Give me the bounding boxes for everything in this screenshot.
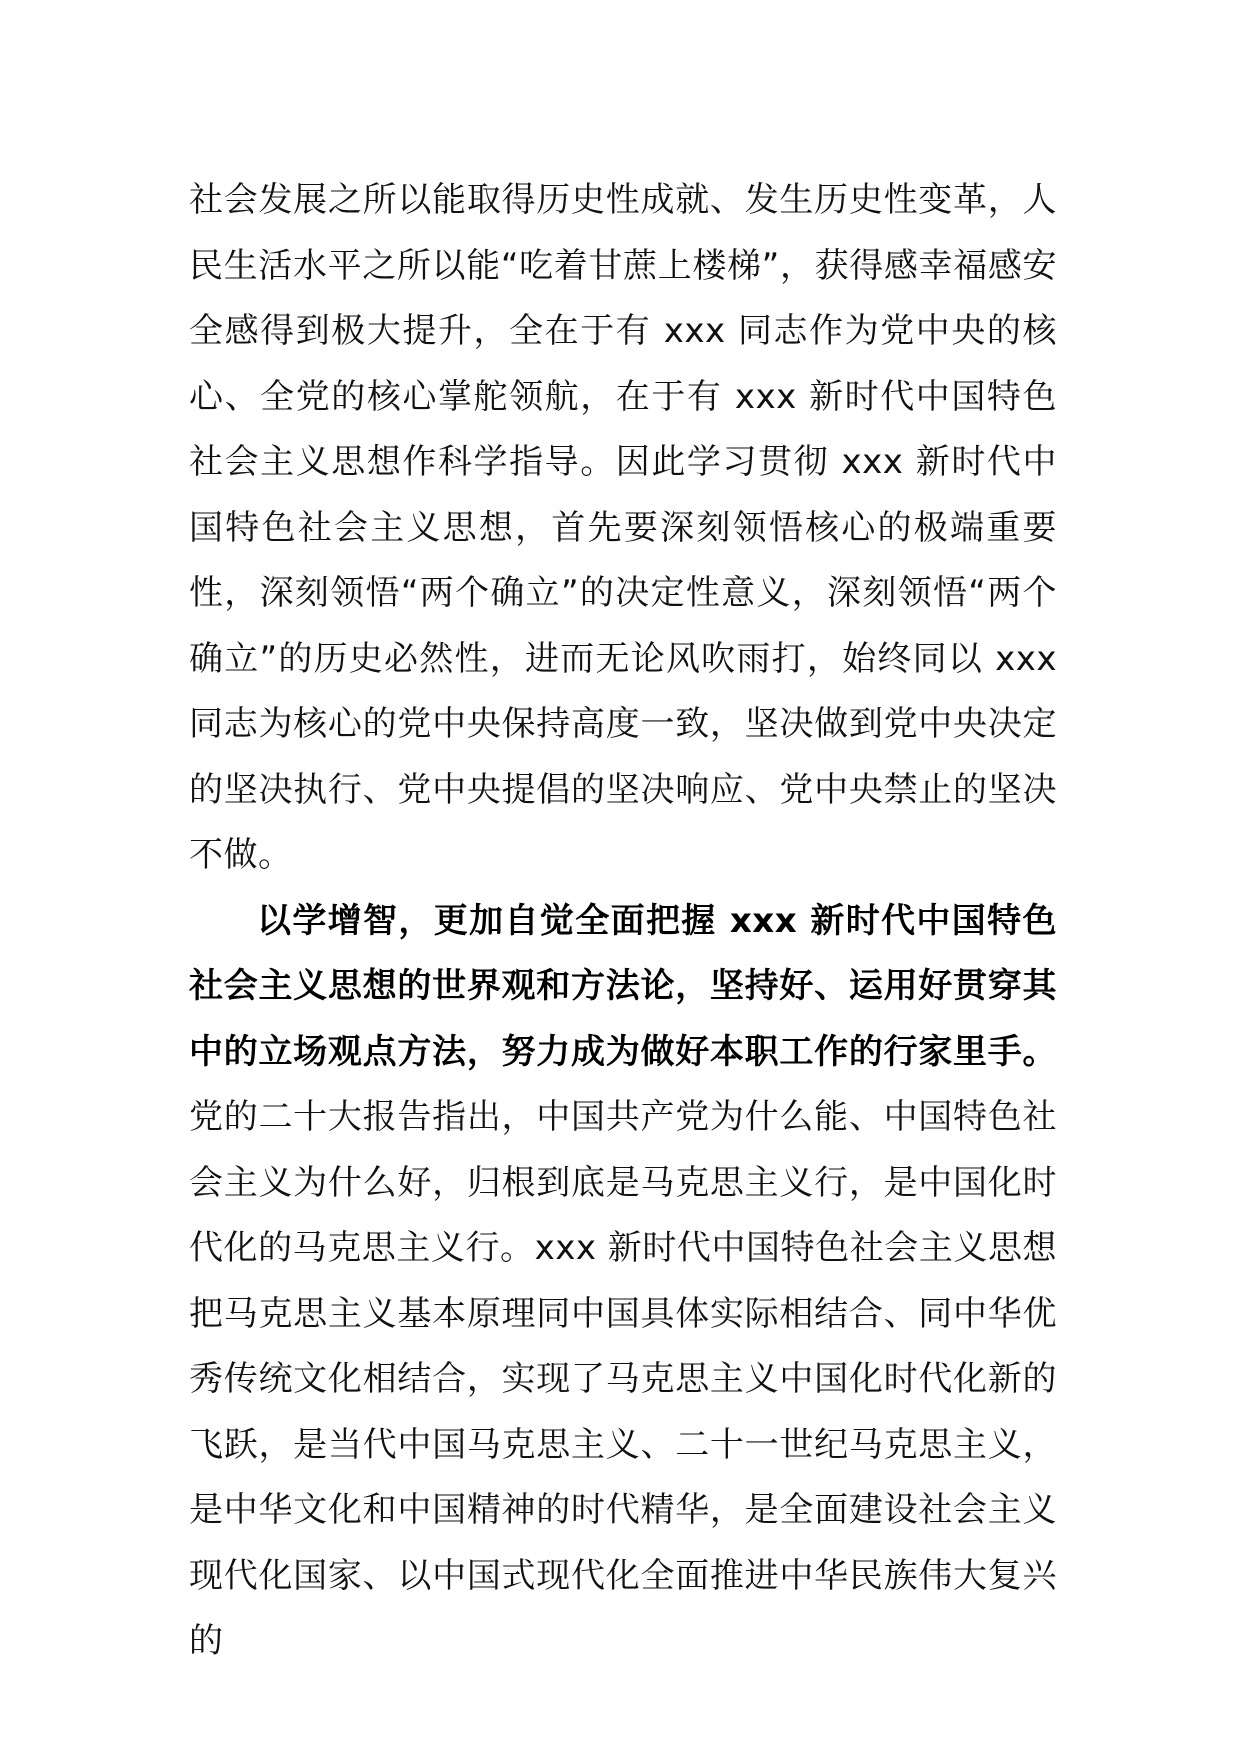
paragraph-continuation (189, 168, 1057, 889)
paragraph-text: 党的二十大报告指出，中国共产党为什么能、中国特色社会主义为什么好，归根到底是马克思主义行，是中国化时代化的马克思主义行。xxx 新时代中国特色社会主义思想把马克思主义基本原理同中国具体实际相结合、同中华优秀传统文化相结合，实现了马克思主义中国化时代化新的飞跃，是当代中国马克思主义、二十一世纪马克思主义，是中华文化和中国精神的时代精华，是全面建设社会主义现代化国家、以中国式现代化全面推进中华民族伟大复兴的 (189, 1097, 1057, 1661)
paragraph-study-wisdom (189, 889, 1057, 1675)
paragraph-bold-lead: 以学增智，更加自觉全面把握 xxx 新时代中国特色社会主义思想的世界观和方法论，坚持好、运用好贯穿其中的立场观点方法，努力成为做好本职工作的行家里手。 (189, 900, 1057, 1072)
body-text (189, 168, 1057, 1675)
paragraph-text: 社会发展之所以能取得历史性成就、发生历史性变革，人民生活水平之所以能“吃着甘蔗上楼梯”，获得感幸福感安全感得到极大提升，全在于有 xxx 同志作为党中央的核心、全党的核心掌舵领航，在于有 xxx 新时代中国特色社会主义思想作科学指导。因此学习贯彻 xxx 新时代中国特色社会主义思想，首先要深刻领悟核心的极端重要性，深刻领悟“两个确立”的决定性意义，深刻领悟“两个确立”的历史必然性，进而无论风吹雨打，始终同以 xxx 同志为核心的党中央保持高度一致，坚决做到党中央决定的坚决执行、党中央提倡的坚决响应、党中央禁止的坚决不做。 (189, 180, 1057, 875)
